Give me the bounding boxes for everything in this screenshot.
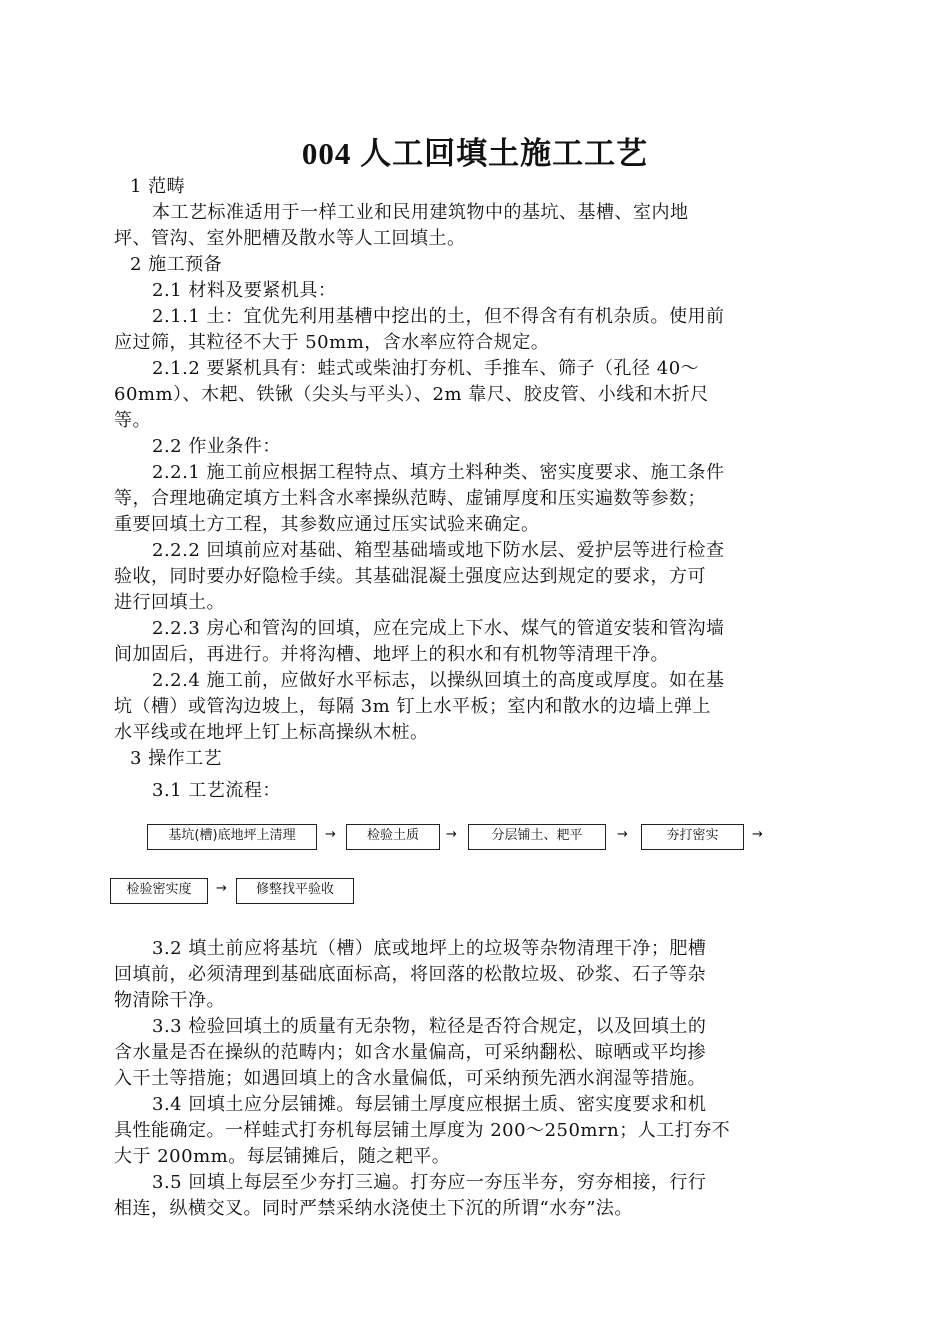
paragraph-line: 3.3 检验回填土的质量有无杂物，粒径是否符合规定，以及回填土的 (152, 1016, 707, 1037)
paragraph-line: 入干土等措施；如遇回填上的含水量偏低，可采纳预先洒水润湿等措施。 (114, 1068, 706, 1089)
section-3-1-heading: 3.1 工艺流程： (152, 780, 281, 801)
paragraph-line: 3.5 回填上每层至少夯打三遍。打夯应一夯压半夯，穷夯相接，行行 (152, 1172, 707, 1193)
document-body (114, 174, 834, 1222)
paragraph-line: 具性能确定。一样蛙式打夯机每层铺土厚度为 200～250mrn；人工打夯不 (114, 1120, 731, 1141)
paragraph-line: 2.2.2 回填前应对基础、箱型基础墙或地下防水层、爱护层等进行检查 (152, 540, 725, 561)
paragraph-line: 验收，同时要办好隐检手续。其基础混凝土强度应达到规定的要求，方可 (114, 566, 706, 587)
flow-arrow: → (446, 827, 457, 842)
document-title: 004 人工回填土施工工艺 (301, 136, 649, 171)
paragraph-line: 水平线或在地坪上钉上标高操纵木桩。 (114, 722, 429, 743)
paragraph-line: 60mm）、木耙、铁锹（尖头与平头）、2m 靠尺、胶皮管、小线和木折尺 (114, 384, 709, 405)
section-2-1-heading: 2.1 材料及要紧机具： (152, 280, 337, 301)
paragraph-line: 3.2 填土前应将基坑（槽）底或地坪上的垃圾等杂物清理干净；肥槽 (152, 938, 707, 959)
paragraph-line: 2.1.1 土：宜优先利用基槽中挖出的土，但不得含有有机杂质。使用前 (152, 306, 725, 327)
paragraph-line: 间加固后，再进行。并将沟槽、地坪上的积水和有机物等清理干净。 (114, 644, 669, 665)
paragraph-line: 应过筛，其粒径不大于 50mm，含水率应符合规定。 (114, 332, 550, 353)
paragraph-line: 坪、管沟、室外肥槽及散水等人工回填土。 (114, 228, 466, 249)
paragraph-line: 2.2.4 施工前，应做好水平标志，以操纵回填土的高度或厚度。如在基 (152, 670, 725, 691)
flow-arrow: → (216, 881, 227, 896)
paragraph-line: 含水量是否在操纵的范畴内；如含水量偏高，可采纳翻松、晾晒或平均掺 (114, 1042, 706, 1063)
paragraph-line: 等。 (114, 410, 151, 431)
paragraph-line: 等，合理地确定填方土料含水率操纵范畴、虚铺厚度和压实遍数等参数； (114, 488, 706, 509)
section-1-heading: 1 范畴 (130, 176, 186, 197)
paragraph-line: 重要回填土方工程，其参数应通过压实试验来确定。 (114, 514, 540, 535)
paragraph-line: 回填前，必须清理到基础底面标高，将回落的松散垃圾、砂浆、石子等杂 (114, 964, 706, 985)
paragraph-line: 大于 200mm。每层铺摊后，随之耙平。 (114, 1146, 451, 1167)
section-3-heading: 3 操作工艺 (130, 748, 223, 769)
flow-step-layering: 分层铺土、耙平 (468, 824, 606, 850)
flow-arrow: → (752, 827, 763, 842)
paragraph-line: 物清除干净。 (114, 990, 225, 1011)
flow-step-compaction: 夯打密实 (641, 824, 744, 850)
paragraph-line: 2.1.2 要紧机具有：蛙式或柴油打夯机、手推车、筛子（孔径 40～ (152, 358, 700, 379)
paragraph-line: 3.4 回填土应分层铺摊。每层铺土厚度应根据土质、密实度要求和机 (152, 1094, 707, 1115)
flow-step-cleanup: 基坑(槽)底地坪上清理 (147, 824, 317, 850)
section-2-heading: 2 施工预备 (130, 254, 223, 275)
flow-step-density-check: 检验密实度 (110, 878, 208, 904)
flow-step-soil-check: 检验土质 (346, 824, 440, 850)
paragraph-line: 2.2.1 施工前应根据工程特点、填方土料种类、密实度要求、施工条件 (152, 462, 725, 483)
process-flowchart (114, 804, 834, 936)
flow-step-finishing: 修整找平验收 (236, 878, 354, 904)
paragraph-line: 坑（槽）或管沟边坡上，每隔 3m 钉上水平板；室内和散水的边墙上弹上 (114, 696, 711, 717)
paragraph-line: 相连，纵横交叉。同时严禁采纳水浇使土下沉的所谓“水夯”法。 (114, 1198, 633, 1219)
section-2-2-heading: 2.2 作业条件： (152, 436, 281, 457)
paragraph-line: 本工艺标准适用于一样工业和民用建筑物中的基坑、基槽、室内地 (152, 202, 689, 223)
flow-arrow: → (325, 827, 336, 842)
paragraph-line: 进行回填土。 (114, 592, 225, 613)
paragraph-line: 2.2.3 房心和管沟的回填，应在完成上下水、煤气的管道安装和管沟墙 (152, 618, 725, 639)
flow-arrow: → (617, 827, 628, 842)
